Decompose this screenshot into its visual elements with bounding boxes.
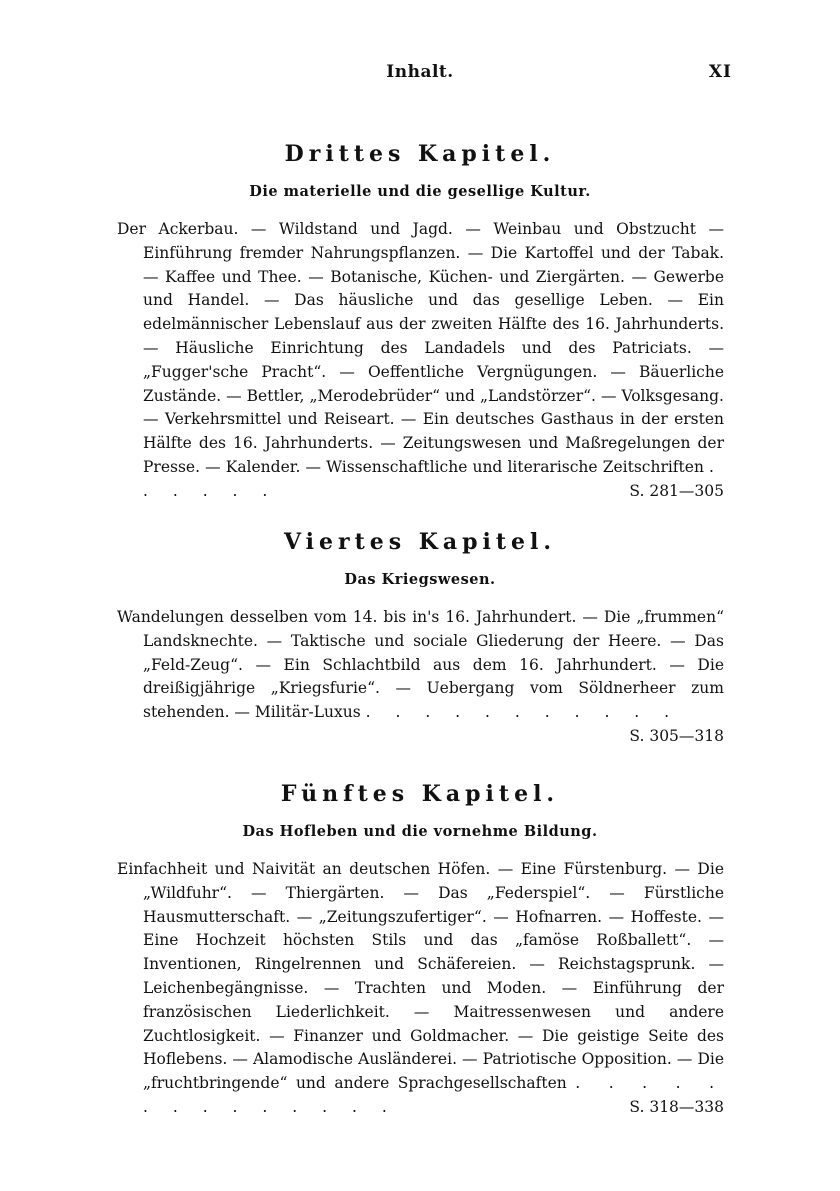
chapter-subtitle: Das Kriegswesen. bbox=[344, 571, 496, 588]
chapter-contents bbox=[117, 606, 724, 745]
chapter-5 bbox=[0, 778, 840, 1120]
chapter-contents bbox=[117, 858, 724, 1120]
leader-dots: . . . . . . . . . . . bbox=[365, 703, 680, 722]
chapter-title: Viertes Kapitel. bbox=[283, 529, 557, 555]
running-head bbox=[0, 62, 840, 88]
contents-text: Wandelungen desselben vom 14. bis in's 16. Jahrhundert. — Die „frummen“ Landsknechte. — Taktische und sociale Gliederung der Heere. — Das „Feld-Zeug“. — Ein Schlachtbild aus dem 16. Jahrhundert. — Die dreißigjährige „Kriegsfurie“. — Uebergang vom Söldnerheer zum stehenden. — Militär-Luxus bbox=[117, 608, 724, 722]
chapter-contents bbox=[117, 218, 724, 504]
page-number: XI bbox=[708, 62, 732, 82]
page-range: S. 281—305 bbox=[629, 481, 724, 500]
chapter-3 bbox=[0, 138, 840, 504]
chapter-4 bbox=[0, 526, 840, 749]
contents-text: Der Ackerbau. — Wildstand und Jagd. — Weinbau und Obstzucht — Einführung fremder Nahrungspflanzen. — Die Kartoffel und der Tabak. — Kaffee und Thee. — Botanische, Küchen- und Ziergärten. — Gewerbe und Handel. — Das häusliche und das gesellige Leben. — Ein edelmännischer Lebenslauf aus der zweiten Hälfte des 16. Jahrhunderts. — Häusliche Einrichtung des Landadels und des Patriciats. — „Fugger'sche Pracht“. — Oeffentliche Vergnügungen. — Bäuerliche Zustände. — Bettler, „Merodebrüder“ und „Landstörzer“. — Volksgesang. — Verkehrsmittel und Reiseart. — Ein deutsches Gasthaus in der ersten Hälfte des 16. Jahrhunderts. — Zeitungswesen und Maßregelungen der Presse. — Kalender. — Wissenschaftliche und literarische Zeitschriften bbox=[117, 220, 724, 476]
contents-text: Einfachheit und Naivität an deutschen Höfen. — Eine Fürstenburg. — Die „Wildfuhr“. — Thiergärten. — Das „Federspiel“. — Fürstliche Hausmutterschaft. — „Zeitungszufertiger“. — Hofnarren. — Hoffeste. — Eine Hochzeit höchsten Stils und das „famöse Roßballett“. — Inventionen, Ringelrennen und Schäfereien. — Reichstagsprunk. — Leichenbegängnisse. — Trachten und Moden. — Einführung der französischen Liederlichkeit. — Maitressenwesen und andere Zuchtlosigkeit. — Finanzer und Goldmacher. — Die geistige Seite des Hoflebens. — Alamodische Ausländerei. — Patriotische Opposition. — Die „fruchtbringende“ und andere Sprachgesellschaften bbox=[117, 860, 724, 1093]
chapter-subtitle: Die materielle und die gesellige Kultur. bbox=[249, 183, 591, 200]
leader-dots: . . . . . . . . . . . . . . bbox=[143, 1074, 724, 1116]
leader-dots: . . . . . . bbox=[143, 457, 724, 500]
running-title: Inhalt. bbox=[386, 62, 454, 82]
page-range: S. 318—338 bbox=[629, 1097, 724, 1116]
page-range: S. 305—318 bbox=[629, 726, 724, 745]
chapter-title: Fünftes Kapitel. bbox=[280, 781, 560, 807]
chapter-title: Drittes Kapitel. bbox=[284, 141, 556, 167]
chapter-subtitle: Das Hofleben und die vornehme Bildung. bbox=[242, 823, 598, 840]
